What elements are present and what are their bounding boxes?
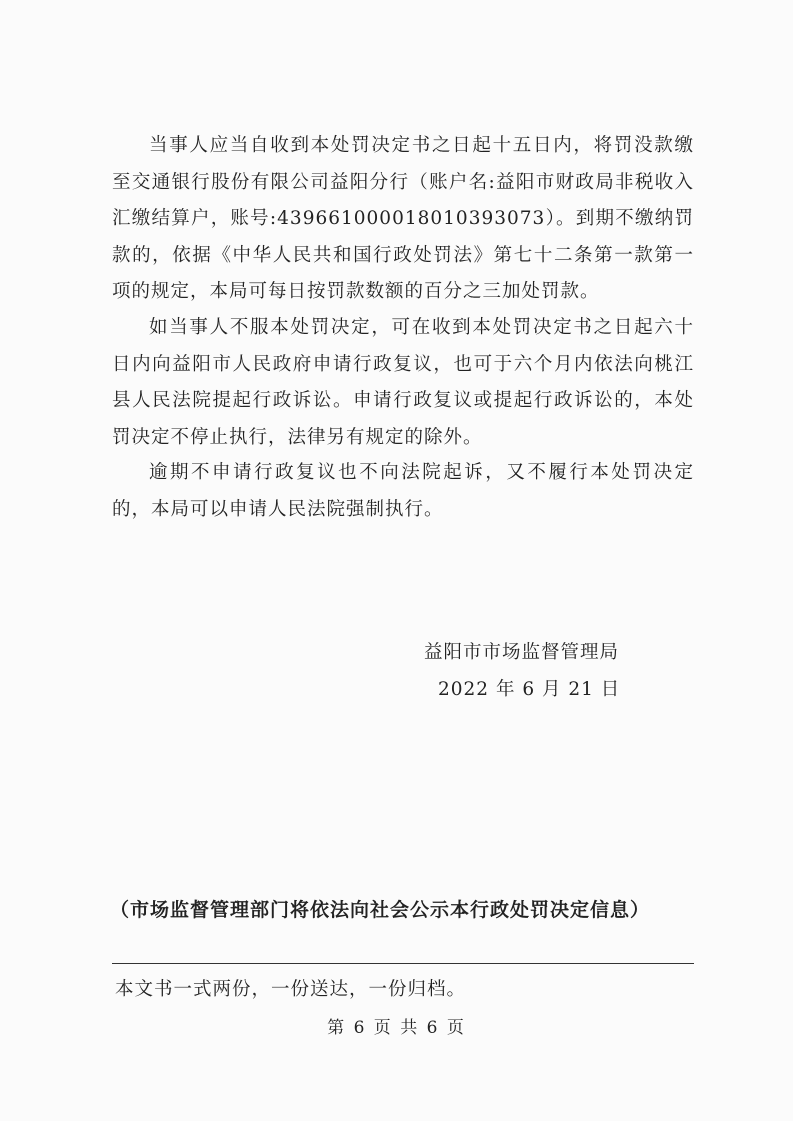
appeal-rights-paragraph: 如当事人不服本处罚决定，可在收到本处罚决定书之日起六十日内向益阳市人民政府申请行政复议，也可于六个月内依法向桃江县人民法院提起行政诉讼。申请行政复议或提起行政诉讼的，本处罚决定不停止执行，法律另有规定的除外。 xyxy=(112,317,694,448)
public-disclosure-notice: （市场监督管理部门将依法向社会公示本行政处罚决定信息） xyxy=(110,899,651,921)
copy-count-note: 本文书一式两份，一份送达，一份归档。 xyxy=(115,979,467,1000)
footer-divider xyxy=(112,963,694,964)
issuing-authority: 益阳市市场监督管理局 xyxy=(424,642,620,663)
page-number: 第 6 页 共 6 页 xyxy=(327,1018,466,1038)
payment-deadline-paragraph: 当事人应当自收到本处罚决定书之日起十五日内，将罚没款缴至交通银行股份有限公司益阳分行（账户名:益阳市财政局非税收入汇缴结算户，账号:439661000018010393073）。到期不缴纳罚款的，依据《中华人民共和国行政处罚法》第七十二条第一款第一项的规定，本局可每日按罚款数额的百分之三加处罚款。 xyxy=(112,135,694,302)
issue-date: 2022 年 6 月 21 日 xyxy=(438,679,621,700)
enforcement-paragraph: 逾期不申请行政复议也不向法院起诉，又不履行本处罚决定的，本局可以申请人民法院强制执行。 xyxy=(112,462,694,520)
